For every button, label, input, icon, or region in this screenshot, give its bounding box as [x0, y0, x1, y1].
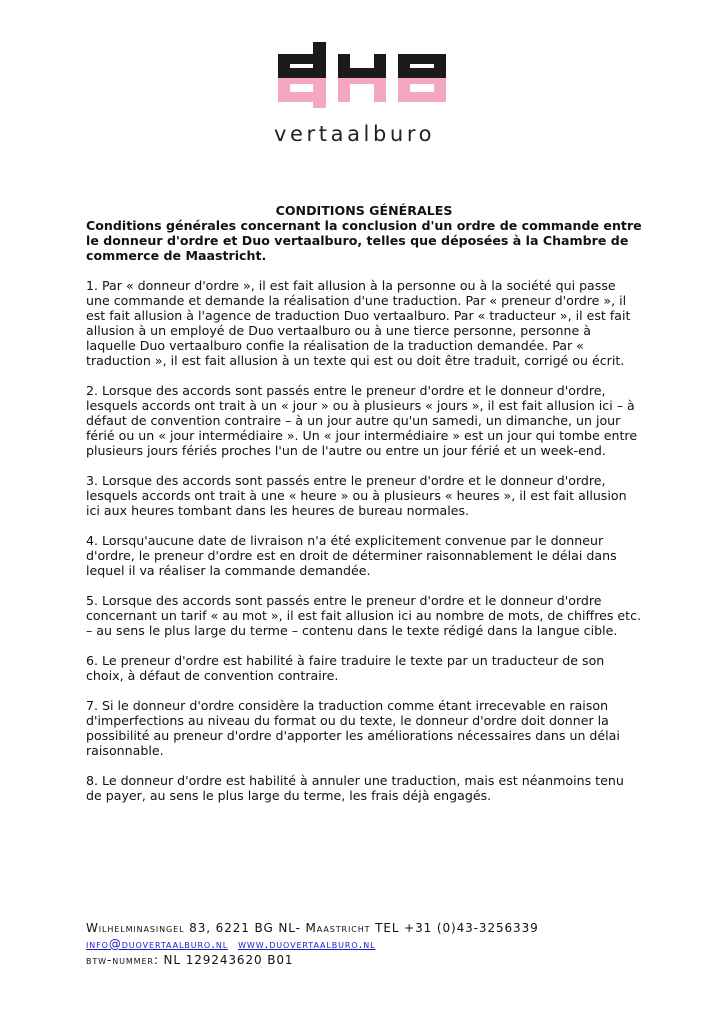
- email-link[interactable]: info@duovertaalburo.nl: [86, 937, 229, 951]
- logo-wordmark: [278, 42, 446, 78]
- clause-8: 8. Le donneur d'ordre est habilité à annuler une traduction, mais est néanmoins tenu de payer, au sens le plus large du terme, les frais déjà engagés.: [86, 773, 624, 803]
- document-title: CONDITIONS GÉNÉRALES: [275, 203, 453, 218]
- document-body: [86, 203, 642, 818]
- document-intro: Conditions générales concernant la conclusion d'un ordre de commande entre le donneur d'ordre et Duo vertaalburo, telles que déposées à la Chambre de commerce de Maastricht.: [86, 218, 642, 263]
- clause-1: 1. Par « donneur d'ordre », il est fait allusion à la personne ou à la société qui passe une commande et demande la réalisation d'une traduction. Par « preneur d'ordre », il est fait allusion à l'agence de traduction Duo vertaalburo. Par « traducteur », il est fait allusion à un employé de Duo vertaalburo ou à une tierce personne, personne à laquelle Duo vertaalburo confie la réalisation de la traduction demandée. Par « traduction », il est fait allusion à un texte qui est ou doit être traduit, corrigé ou écrit.: [86, 278, 631, 368]
- clause-6: 6. Le preneur d'ordre est habilité à faire traduire le texte par un traducteur de son choix, à défaut de convention contraire.: [86, 653, 605, 683]
- clause-4: 4. Lorsqu'aucune date de livraison n'a été explicitement convenue par le donneur d'ordre, le preneur d'ordre est en droit de déterminer raisonnablement le délai dans lequel il va réaliser la commande demandée.: [86, 533, 617, 578]
- logo-reflection: [278, 74, 446, 108]
- website-link[interactable]: www.duovertaalburo.nl: [238, 937, 376, 951]
- footer-links: [86, 936, 666, 952]
- footer: [86, 920, 666, 968]
- footer-vat: btw-nummer: NL 129243620 B01: [86, 953, 294, 967]
- clause-3: 3. Lorsque des accords sont passés entre le preneur d'ordre et le donneur d'ordre, lesquels accords ont trait à une « heure » ou à plusieurs « heures », il est fait allusion ici aux heures tombant dans les heures de bureau normales.: [86, 473, 627, 518]
- footer-address: Wilhelminasingel 83, 6221 BG NL- Maastricht TEL +31 (0)43-3256339: [86, 921, 539, 935]
- clause-7: 7. Si le donneur d'ordre considère la traduction comme étant irrecevable en raison d'imperfections au niveau du format ou du texte, le donneur d'ordre doit donner la possibilité au preneur d'ordre d'apporter les améliorations nécessaires dans un délai raisonnable.: [86, 698, 620, 758]
- logo-subtitle: vertaalburo: [274, 122, 436, 146]
- clause-5: 5. Lorsque des accords sont passés entre le preneur d'ordre et le donneur d'ordre concernant un tarif « au mot », il est fait allusion ici au nombre de mots, de chiffres etc. – au sens le plus large du terme – contenu dans le texte rédigé dans la langue cible.: [86, 593, 642, 638]
- clause-2: 2. Lorsque des accords sont passés entre le preneur d'ordre et le donneur d'ordre, lesquels accords ont trait à un « jour » ou à plusieurs « jours », il est fait allusion ici – à défaut de convention contraire – à un jour autre qu'un samedi, un dimanche, un jour férié ou un « jour intermédiaire ». Un « jour intermédiaire » est un jour qui tombe entre plusieurs jours fériés proches l'un de l'autre ou entre un jour férié et un week-end.: [86, 383, 638, 458]
